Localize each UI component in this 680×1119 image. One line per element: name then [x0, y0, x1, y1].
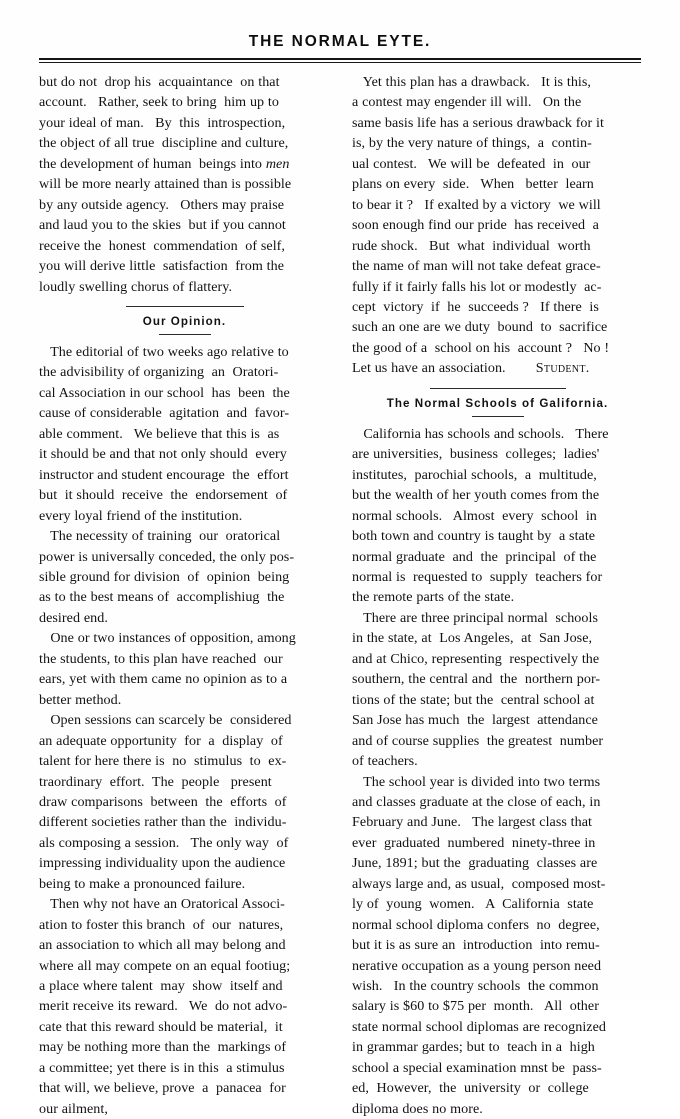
text-line: the students, to this plan have reached our	[39, 649, 330, 669]
text-line: same basis life has a serious drawback for it	[352, 113, 643, 133]
text-line: normal school diploma confers no degree,	[352, 915, 643, 935]
text-line: tions of the state; but the central school at	[352, 690, 643, 710]
section-heading-our-opinion	[39, 306, 330, 335]
text-line: your ideal of man. By this introspection,	[39, 113, 330, 133]
text-line: talent for here there is no stimulus to ex-	[39, 751, 330, 771]
our-opinion-paragraph-1	[39, 342, 330, 526]
signoff-text: Let us have an association.	[352, 360, 506, 376]
text-line: impressing individuality upon the audience	[39, 853, 330, 873]
heading-text: The Normal Schools of Galifornia.	[387, 398, 608, 411]
text-line: will be more nearly attained than is possible	[39, 174, 330, 194]
text-line: every loyal friend of the institution.	[39, 506, 330, 526]
text-line: are universities, business colleges; ladies'	[352, 444, 643, 464]
text-line-prefix: the development of human beings into	[39, 156, 266, 172]
text-line: of teachers.	[352, 751, 643, 771]
right-continued-article	[352, 72, 643, 379]
text-line: instructor and student encourage the effort	[39, 465, 330, 485]
text-line: The editorial of two weeks ago relative to	[39, 342, 330, 362]
text-line: different societies rather than the individu-	[39, 812, 330, 832]
heading-rule-above	[430, 388, 566, 389]
text-line: you will derive little satisfaction from the	[39, 256, 330, 276]
text-line: as to the best means of accomplishiug the	[39, 587, 330, 607]
text-line: merit receive its reward. We do not advo-	[39, 996, 330, 1016]
text-line: southern, the central and the northern por-	[352, 669, 643, 689]
text-line: ever graduated numbered ninety-three in	[352, 833, 643, 853]
text-line: diploma does no more.	[352, 1099, 643, 1119]
text-line: nerative occupation as a young person need	[352, 956, 643, 976]
text-line: loudly swelling chorus of flattery.	[39, 277, 330, 297]
text-line: a place where talent may show itself and	[39, 976, 330, 996]
text-line: California has schools and schools. There	[352, 424, 643, 444]
our-opinion-paragraph-2	[39, 526, 330, 628]
section-heading-normal-schools	[352, 388, 643, 417]
normal-schools-paragraph-1	[352, 424, 643, 608]
text-line: June, 1891; but the graduating classes are	[352, 853, 643, 873]
text-line: that will, we believe, prove a panacea for	[39, 1078, 330, 1098]
text-line: our ailment,	[39, 1099, 330, 1119]
text-line: account. Rather, seek to bring him up to	[39, 92, 330, 112]
text-line: where all may compete on an equal footiug;	[39, 956, 330, 976]
masthead-divider-rule	[39, 58, 641, 63]
text-line: There are three principal normal schools	[352, 608, 643, 628]
text-line: salary is $60 to $75 per month. All other	[352, 996, 643, 1016]
text-line: cause of considerable agitation and favor-	[39, 403, 330, 423]
text-line: ed, However, the university or college	[352, 1078, 643, 1098]
text-line: cal Association in our school has been the	[39, 383, 330, 403]
text-line: but it is as sure an introduction into remu-	[352, 935, 643, 955]
italic-word: men	[266, 156, 290, 172]
text-line: institutes, parochial schools, a multitude,	[352, 465, 643, 485]
text-line: cate that this reward should be material, it	[39, 1017, 330, 1037]
text-line: an adequate opportunity for a display of	[39, 731, 330, 751]
our-opinion-paragraph-4	[39, 710, 330, 894]
text-line: by any outside agency. Others may praise	[39, 195, 330, 215]
heading-rule-above	[126, 306, 244, 307]
text-line: The necessity of training our oratorical	[39, 526, 330, 546]
text-line: the advisibility of organizing an Oratori-	[39, 362, 330, 382]
text-line: Then why not have an Oratorical Associ-	[39, 894, 330, 914]
normal-schools-paragraph-2	[352, 608, 643, 772]
text-line: and laud you to the skies but if you cannot	[39, 215, 330, 235]
text-line: draw comparisons between the efforts of	[39, 792, 330, 812]
text-line: sible ground for division of opinion being	[39, 567, 330, 587]
text-line: rude shock. But what individual worth	[352, 236, 643, 256]
text-line: is, by the very nature of things, a contin-	[352, 133, 643, 153]
text-line: being to make a pronounced failure.	[39, 874, 330, 894]
text-line: desired end.	[39, 608, 330, 628]
text-line: als composing a session. The only way of	[39, 833, 330, 853]
text-line: able comment. We believe that this is as	[39, 424, 330, 444]
text-line: always large and, as usual, composed most-	[352, 874, 643, 894]
two-column-body	[39, 72, 641, 1119]
text-line: ual contest. We will be defeated in our	[352, 154, 643, 174]
text-line: state normal school diplomas are recognized	[352, 1017, 643, 1037]
our-opinion-paragraph-3	[39, 628, 330, 710]
text-line: to bear it ? If exalted by a victory we will	[352, 195, 643, 215]
text-line: normal graduate and the principal of the	[352, 547, 643, 567]
text-line: but it should receive the endorsement of	[39, 485, 330, 505]
text-line: a contest may engender ill will. On the	[352, 92, 643, 112]
text-line: traordinary effort. The people present	[39, 772, 330, 792]
text-line: One or two instances of opposition, among	[39, 628, 330, 648]
text-line: may be nothing more than the markings of	[39, 1037, 330, 1057]
text-line: San Jose has much the largest attendance	[352, 710, 643, 730]
masthead	[0, 0, 680, 51]
text-line: school a special examination mnst be pass-	[352, 1058, 643, 1078]
article-author-signature: Student.	[536, 360, 590, 376]
text-line: cept victory if he succeeds ? If there is	[352, 297, 643, 317]
heading-rule-below	[472, 416, 524, 417]
text-line-with-italic	[39, 154, 330, 174]
text-line: the good of a school on his account ? No !	[352, 338, 643, 358]
text-line: in the state, at Los Angeles, at San Jose,	[352, 628, 643, 648]
text-line: receive the honest commendation of self,	[39, 236, 330, 256]
text-line: but do not drop his acquaintance on that	[39, 72, 330, 92]
text-line: it should be and that not only should every	[39, 444, 330, 464]
our-opinion-paragraph-5	[39, 894, 330, 1119]
text-line: Yet this plan has a drawback. It is this,	[352, 72, 643, 92]
text-line: The school year is divided into two terms	[352, 772, 643, 792]
text-line: ears, yet with them came no opinion as to a	[39, 669, 330, 689]
right-column	[352, 72, 643, 1119]
normal-schools-paragraph-3	[352, 772, 643, 1119]
text-line: power is universally conceded, the only pos-	[39, 547, 330, 567]
text-line: such an one are we duty bound to sacrifice	[352, 317, 643, 337]
text-line: and classes graduate at the close of each, in	[352, 792, 643, 812]
text-line: but the wealth of her youth comes from the	[352, 485, 643, 505]
left-column	[39, 72, 330, 1119]
text-line: plans on every side. When better learn	[352, 174, 643, 194]
heading-text: Our Opinion.	[143, 316, 226, 329]
text-line: ation to foster this branch of our natures,	[39, 915, 330, 935]
text-line: and of course supplies the greatest number	[352, 731, 643, 751]
text-line: fully if it fairly falls his lot or modestly ac-	[352, 277, 643, 297]
text-line: in grammar gardes; but to teach in a high	[352, 1037, 643, 1057]
text-line: the name of man will not take defeat grace-	[352, 256, 643, 276]
text-line: ly of young women. A California state	[352, 894, 643, 914]
text-line: Open sessions can scarcely be considered	[39, 710, 330, 730]
text-line: soon enough find our pride has received a	[352, 215, 643, 235]
text-line: both town and country is taught by a state	[352, 526, 643, 546]
text-line: normal schools. Almost every school in	[352, 506, 643, 526]
text-line: February and June. The largest class that	[352, 812, 643, 832]
text-line: the remote parts of the state.	[352, 587, 643, 607]
text-line: better method.	[39, 690, 330, 710]
text-line: normal is requested to supply teachers for	[352, 567, 643, 587]
text-line: an association to which all may belong and	[39, 935, 330, 955]
left-continued-article	[39, 72, 330, 297]
text-line: wish. In the country schools the common	[352, 976, 643, 996]
publication-title: THE NORMAL EYTE.	[249, 34, 432, 50]
heading-rule-below	[159, 334, 211, 335]
text-line: and at Chico, representing respectively the	[352, 649, 643, 669]
text-line: a committee; yet there is in this a stimulus	[39, 1058, 330, 1078]
text-line: the object of all true discipline and culture,	[39, 133, 330, 153]
signoff-line	[352, 358, 643, 378]
